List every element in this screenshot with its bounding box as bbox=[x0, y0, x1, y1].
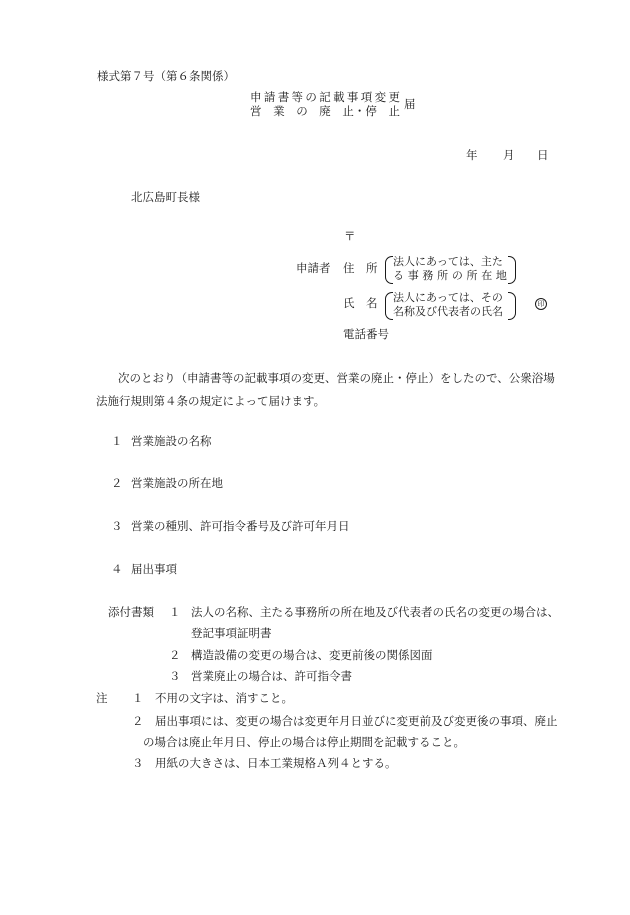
phone-label: 電話番号 bbox=[343, 327, 389, 341]
title-char: 営 bbox=[250, 104, 262, 118]
address-note-line-1: 法人にあっては、主た bbox=[393, 255, 503, 268]
name-note-line-2: 名称及び代表者の氏名 bbox=[393, 305, 503, 318]
left-paren bbox=[385, 292, 393, 320]
title-char: 事 bbox=[346, 90, 359, 104]
note-text-continued: の場合は廃止年月日、停止の場合は停止期間を記載すること。 bbox=[143, 735, 465, 749]
note-number: ２ bbox=[132, 714, 144, 728]
item-number: ４ bbox=[111, 562, 123, 576]
note-char: の bbox=[451, 269, 463, 282]
title-char: 止・停 bbox=[342, 104, 377, 118]
note-text: 届出事項には、変更の場合は変更年月日並びに変更前及び変更後の事項、廃止 bbox=[155, 714, 558, 728]
item-text: 届出事項 bbox=[131, 562, 177, 576]
item-text: 営業の種別、許可指令番号及び許可年月日 bbox=[131, 519, 350, 533]
date-month: 月 bbox=[503, 148, 515, 162]
note-text: 不用の文字は、消すこと。 bbox=[155, 691, 293, 705]
body-line-2: 法施行規則第４条の規定によって届けます。 bbox=[96, 394, 326, 408]
address-label: 住 所 bbox=[343, 261, 378, 275]
item-text: 営業施設の所在地 bbox=[131, 476, 223, 490]
title-char: 項 bbox=[360, 90, 373, 104]
date-year: 年 bbox=[466, 148, 478, 162]
title-char: 廃 bbox=[319, 104, 331, 118]
note-char: 在 bbox=[481, 269, 493, 282]
title-char: 申 bbox=[250, 90, 262, 104]
applicant-role: 申請者 bbox=[296, 261, 331, 275]
attachment-number: ２ bbox=[169, 648, 181, 662]
title-line-1 bbox=[250, 92, 400, 104]
attachments-label: 添付書類 bbox=[108, 605, 154, 619]
title-char: 等 bbox=[291, 90, 304, 104]
attachment-number: ３ bbox=[169, 669, 181, 683]
title-char: 請 bbox=[263, 90, 276, 104]
note-number: ３ bbox=[132, 756, 144, 770]
attachment-text: 構造設備の変更の場合は、変更前後の関係図面 bbox=[191, 648, 433, 662]
date-day: 日 bbox=[537, 148, 549, 162]
note-char: 所 bbox=[437, 269, 449, 282]
note-char: 所 bbox=[466, 269, 478, 282]
seal-mark: 印 bbox=[535, 298, 547, 310]
note-char: 事 bbox=[407, 269, 419, 282]
left-paren bbox=[385, 256, 393, 284]
title-line-2 bbox=[250, 106, 400, 118]
attachment-number: １ bbox=[169, 605, 181, 619]
addressee: 北広島町長様 bbox=[131, 190, 200, 204]
attachment-text: 法人の名称、主たる事務所の所在地及び代表者の氏名の変更の場合は、 bbox=[191, 605, 559, 619]
address-note-line-2 bbox=[393, 270, 507, 281]
title-suffix: 届 bbox=[404, 97, 416, 111]
attachment-text: 営業廃止の場合は、許可指令書 bbox=[191, 669, 352, 683]
body-line-1: 次のとおり（申請書等の記載事項の変更、営業の廃止・停止）をしたので、公衆浴場 bbox=[118, 371, 555, 385]
title-char: の bbox=[305, 90, 317, 104]
note-number: １ bbox=[132, 691, 144, 705]
note-text: 用紙の大きさは、日本工業規格Ａ列４とする。 bbox=[155, 756, 397, 770]
postal-mark: 〒 bbox=[344, 229, 356, 243]
title-char: 記 bbox=[319, 90, 331, 104]
attachment-text-continued: 登記事項証明書 bbox=[191, 626, 272, 640]
title-char: 書 bbox=[277, 90, 290, 104]
item-number: ３ bbox=[111, 519, 123, 533]
title-char: 止 bbox=[388, 104, 400, 118]
name-note-line-1: 法人にあっては、その bbox=[393, 291, 503, 304]
form-number-label: 様式第７号（第６条関係） bbox=[97, 69, 235, 83]
right-paren bbox=[508, 292, 516, 320]
note-char: る bbox=[393, 269, 404, 282]
title-char: 変 bbox=[374, 90, 387, 104]
note-char: 務 bbox=[422, 269, 434, 282]
item-number: ２ bbox=[111, 476, 123, 490]
title-char: 更 bbox=[388, 90, 400, 104]
right-paren bbox=[508, 256, 516, 284]
title-char: 載 bbox=[333, 90, 345, 104]
item-number: １ bbox=[111, 434, 123, 448]
notes-label: 注 bbox=[96, 691, 108, 705]
note-char: 地 bbox=[495, 269, 507, 282]
title-char: の bbox=[296, 104, 308, 118]
title-char: 業 bbox=[273, 104, 285, 118]
item-text: 営業施設の名称 bbox=[131, 434, 212, 448]
name-label: 氏 名 bbox=[343, 296, 378, 310]
